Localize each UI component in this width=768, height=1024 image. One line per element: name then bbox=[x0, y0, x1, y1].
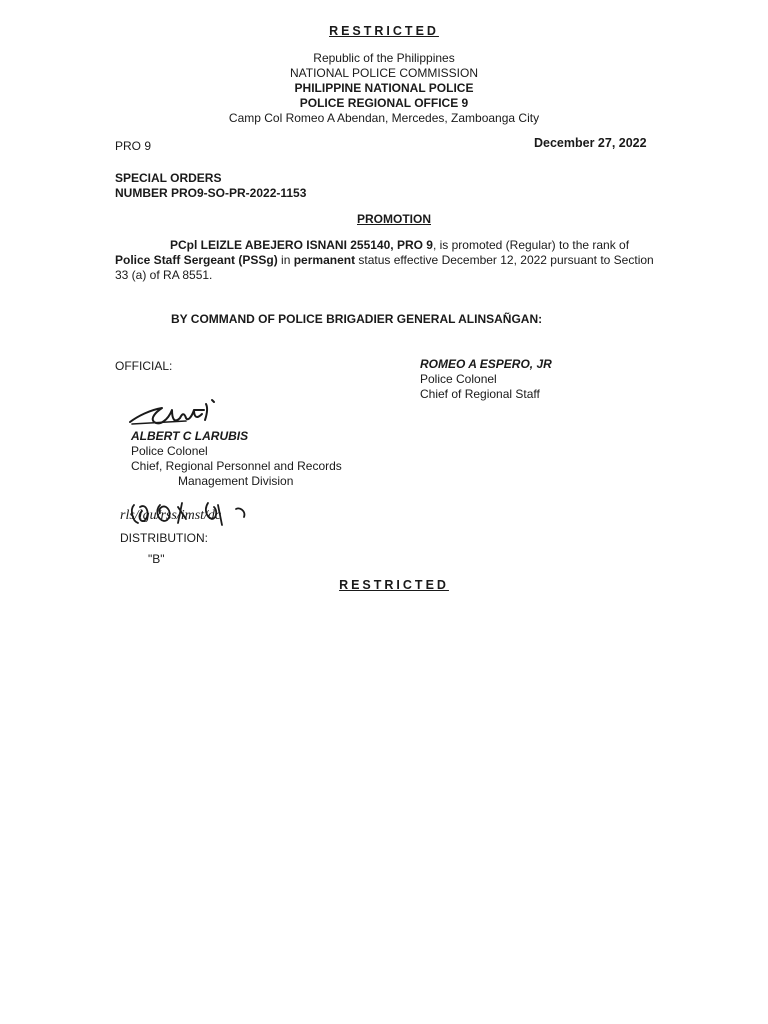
header-line-pro9: POLICE REGIONAL OFFICE 9 bbox=[299, 96, 469, 110]
new-rank: Police Staff Sergeant (PSSg) bbox=[115, 253, 278, 267]
left-signatory-rank: Police Colonel bbox=[131, 444, 208, 458]
header-line-republic: Republic of the Philippines bbox=[313, 51, 455, 65]
header-line-address: Camp Col Romeo A Abendan, Mercedes, Zamboanga City bbox=[228, 111, 540, 125]
classification-top: RESTRICTED bbox=[329, 24, 439, 38]
initials-text: rls/lgu/rss/imst/dc bbox=[120, 508, 222, 523]
handwritten-signature bbox=[128, 396, 223, 432]
subject-heading: PROMOTION bbox=[357, 212, 431, 226]
office-code: PRO 9 bbox=[115, 139, 152, 153]
distribution-value: "B" bbox=[148, 552, 165, 566]
command-line: BY COMMAND OF POLICE BRIGADIER GENERAL ALINSAÑGAN: bbox=[171, 312, 543, 326]
left-signatory-name: ALBERT C LARUBIS bbox=[131, 429, 249, 443]
header-line-napolcom: NATIONAL POLICE COMMISSION bbox=[289, 66, 479, 80]
body-text-3: status effective December 12, 2022 pursuant to Section 33 (a) of RA 8551. bbox=[115, 253, 654, 282]
distribution-label: DISTRIBUTION: bbox=[120, 531, 209, 545]
official-label: OFFICIAL: bbox=[115, 359, 173, 373]
header-line-pnp: PHILIPPINE NATIONAL POLICE bbox=[294, 81, 474, 95]
orders-number: NUMBER PRO9-SO-PR-2022-1153 bbox=[115, 186, 307, 200]
left-signatory-title-2: Management Division bbox=[178, 474, 294, 488]
body-paragraph bbox=[115, 238, 663, 283]
handwritten-initials bbox=[120, 499, 260, 529]
right-signatory-title: Chief of Regional Staff bbox=[420, 387, 540, 401]
orders-title: SPECIAL ORDERS bbox=[115, 171, 222, 185]
document-date: December 27, 2022 bbox=[534, 136, 647, 150]
left-signatory-title-1: Chief, Regional Personnel and Records bbox=[131, 459, 342, 473]
classification-bottom: RESTRICTED bbox=[339, 578, 449, 592]
right-signatory-name: ROMEO A ESPERO, JR bbox=[420, 357, 552, 371]
body-text-2: in bbox=[277, 253, 294, 267]
status-word: permanent bbox=[293, 253, 356, 267]
body-text-1: , is promoted (Regular) to the rank of bbox=[432, 238, 630, 252]
promotee-name: PCpl LEIZLE ABEJERO ISNANI 255140, PRO 9 bbox=[170, 238, 433, 252]
right-signatory-rank: Police Colonel bbox=[420, 372, 497, 386]
